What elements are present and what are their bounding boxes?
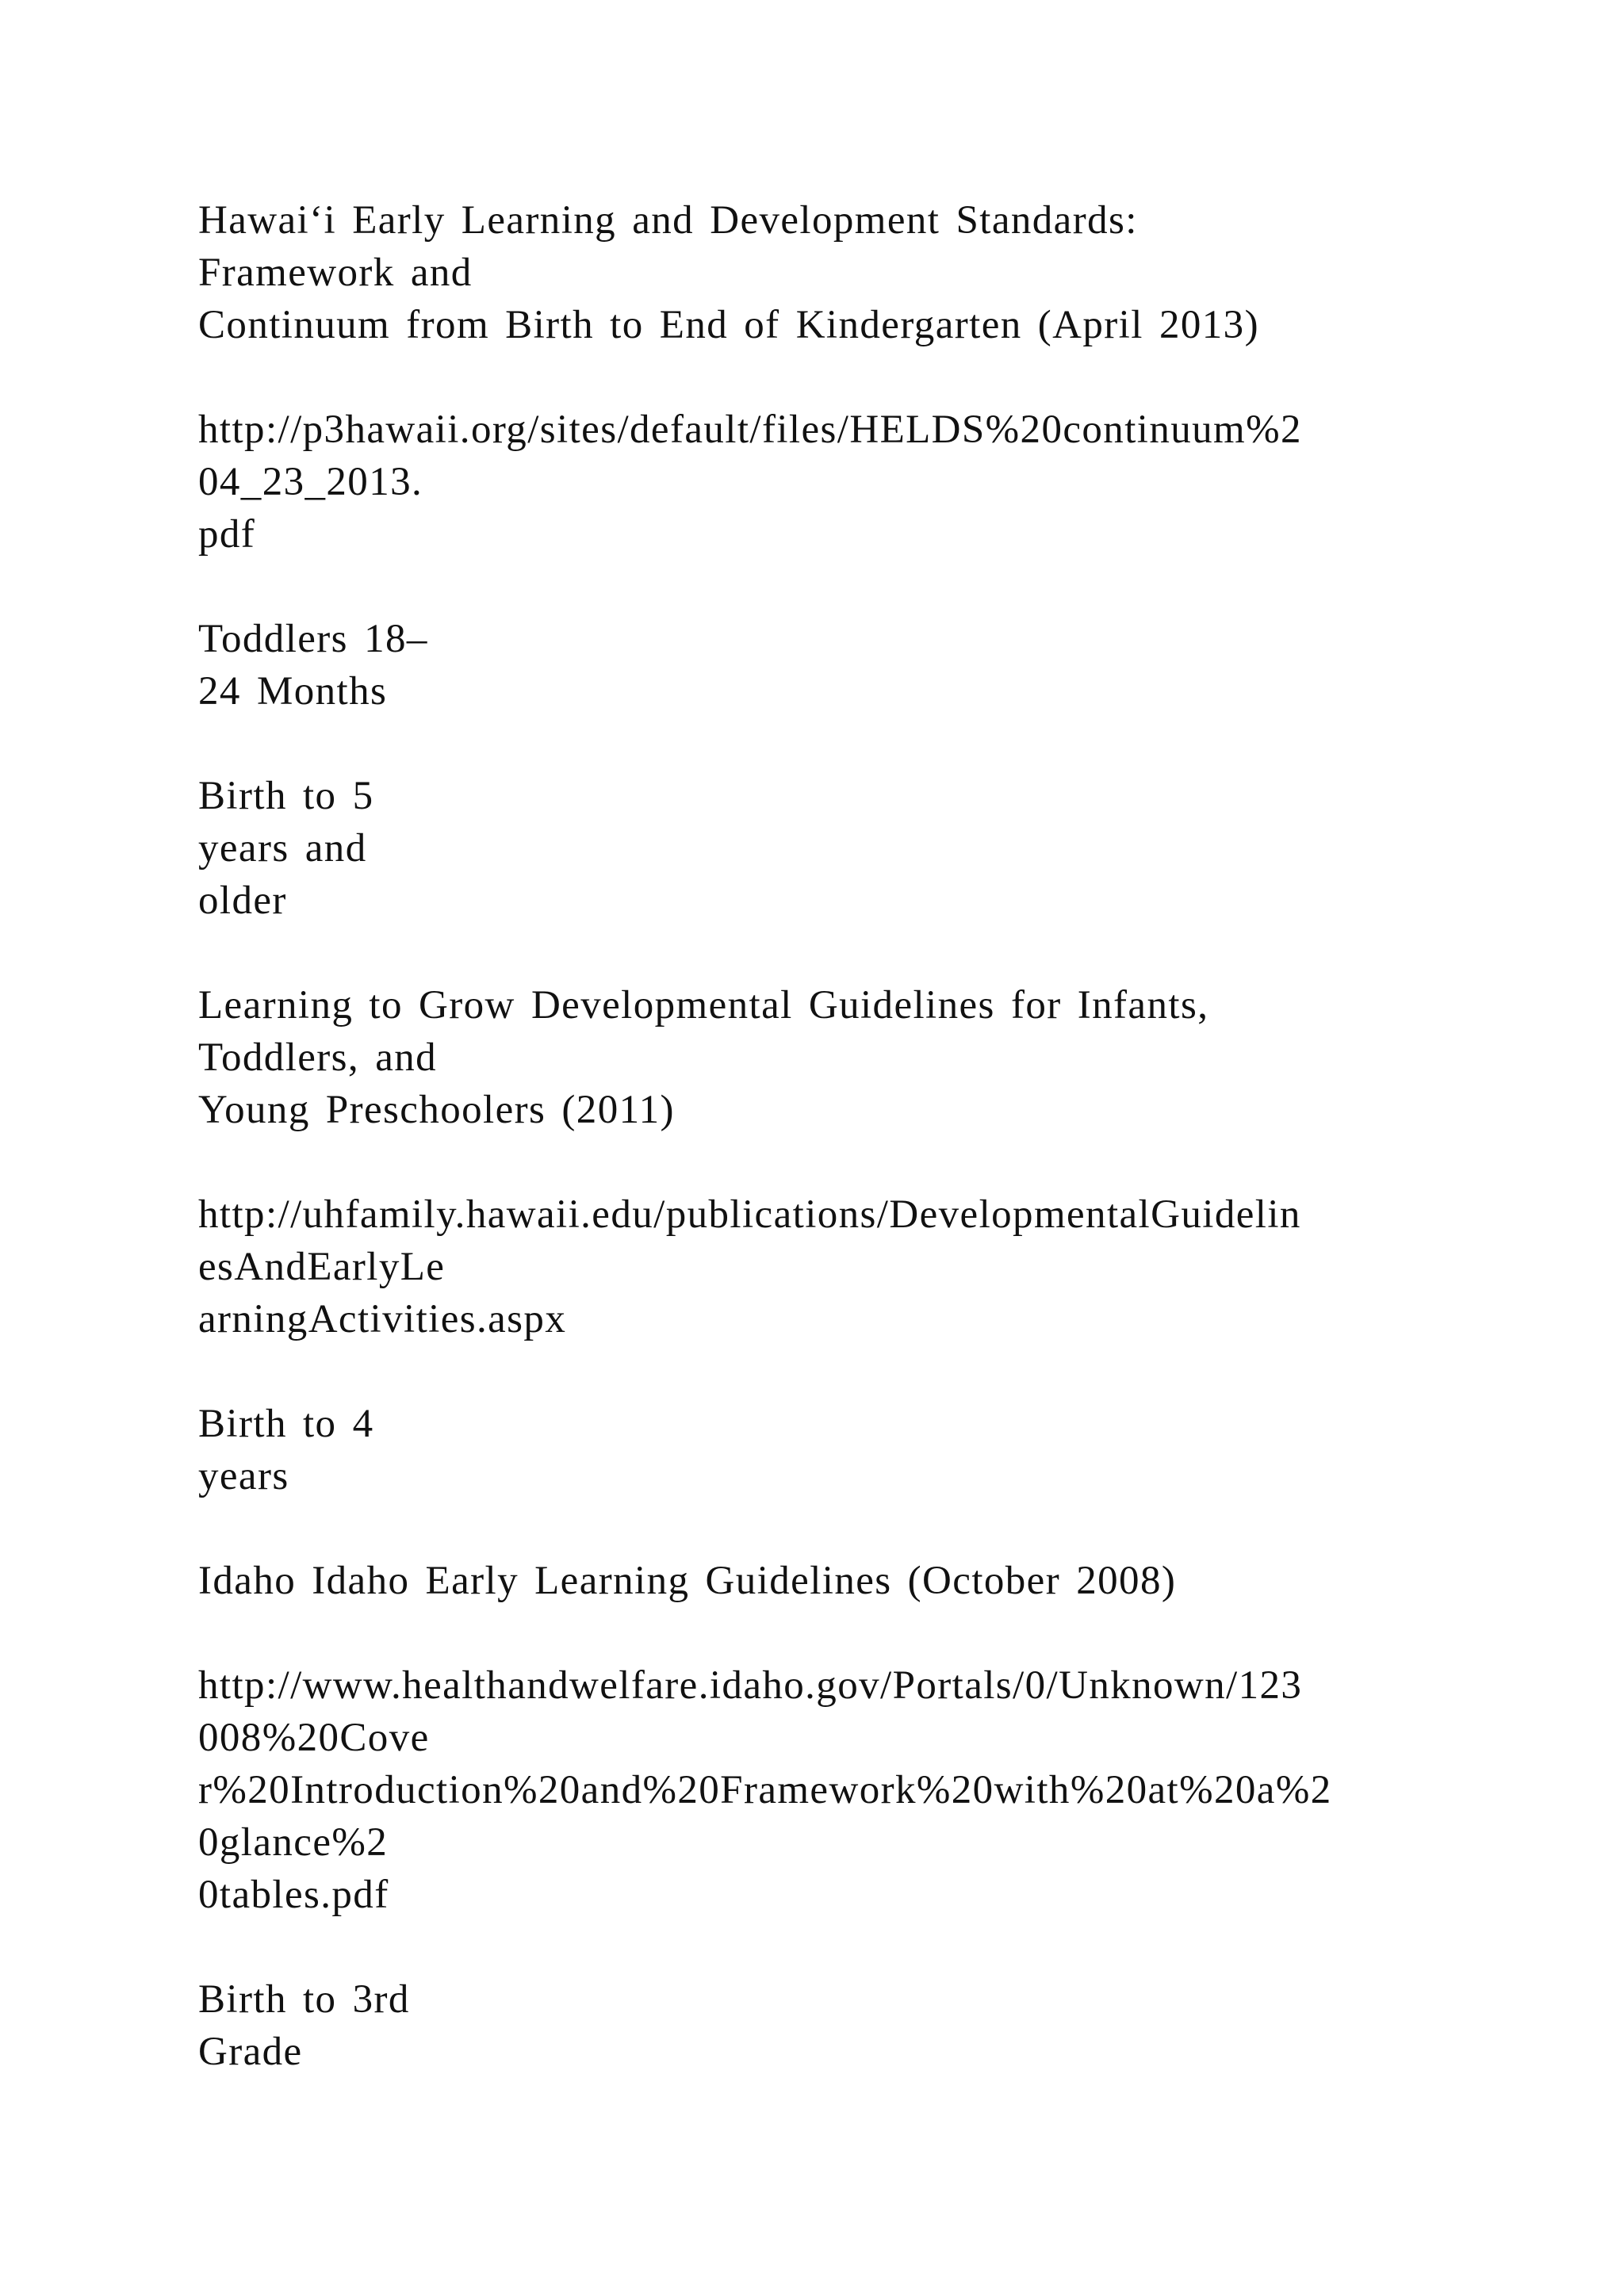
birth-to-3rd-grade-age-range [198,1973,410,2078]
hawaii-standards-title [198,194,1259,351]
text-line: Toddlers, and [198,1035,438,1080]
text-line: Grade [198,2030,303,2074]
idaho-guidelines-title [198,1555,1176,1607]
hawaii-standards-url [198,404,1302,561]
text-line: 0tables.pdf [198,1873,389,1917]
text-line: 04_23_2013. [198,460,423,504]
text-line: http://p3hawaii.org/sites/default/files/HELDS%20continuum%2 [198,408,1302,452]
text-line: esAndEarlyLe [198,1245,446,1289]
text-line: http://www.healthandwelfare.idaho.gov/Portals/0/Unknown/123 [198,1663,1303,1708]
birth-to-4-age-range [198,1398,374,1502]
birth-to-5-age-range [198,770,374,927]
text-line: Framework and [198,251,473,295]
text-line: Toddlers 18– [198,617,428,661]
text-line: Birth to 5 [198,774,374,818]
text-line: 0glance%2 [198,1820,389,1865]
text-line: arningActivities.aspx [198,1297,567,1341]
text-line: Learning to Grow Developmental Guidelines for Infants, [198,983,1209,1027]
text-line: Continuum from Birth to End of Kindergarten (April 2013) [198,303,1259,347]
text-line: years and [198,826,367,871]
learning-to-grow-title [198,979,1208,1136]
text-line: Young Preschoolers (2011) [198,1088,675,1132]
idaho-guidelines-url [198,1659,1332,1921]
text-line: http://uhfamily.hawaii.edu/publications/DevelopmentalGuidelin [198,1192,1301,1237]
text-line: Birth to 3rd [198,1977,410,2022]
text-line: 008%20Cove [198,1716,430,1760]
text-line: r%20Introduction%20and%20Framework%20with%20at%20a%2 [198,1768,1332,1812]
text-line: pdf [198,512,256,557]
learning-to-grow-url [198,1188,1301,1345]
text-line: 24 Months [198,669,388,714]
text-line: Idaho Idaho Early Learning Guidelines (October 2008) [198,1559,1177,1603]
text-line: Hawai‘i Early Learning and Development Standards: [198,198,1138,243]
text-line: older [198,878,287,923]
text-line: Birth to 4 [198,1402,374,1446]
toddlers-age-range [198,613,428,718]
text-line: years [198,1454,289,1498]
document-page [198,0,1546,2296]
